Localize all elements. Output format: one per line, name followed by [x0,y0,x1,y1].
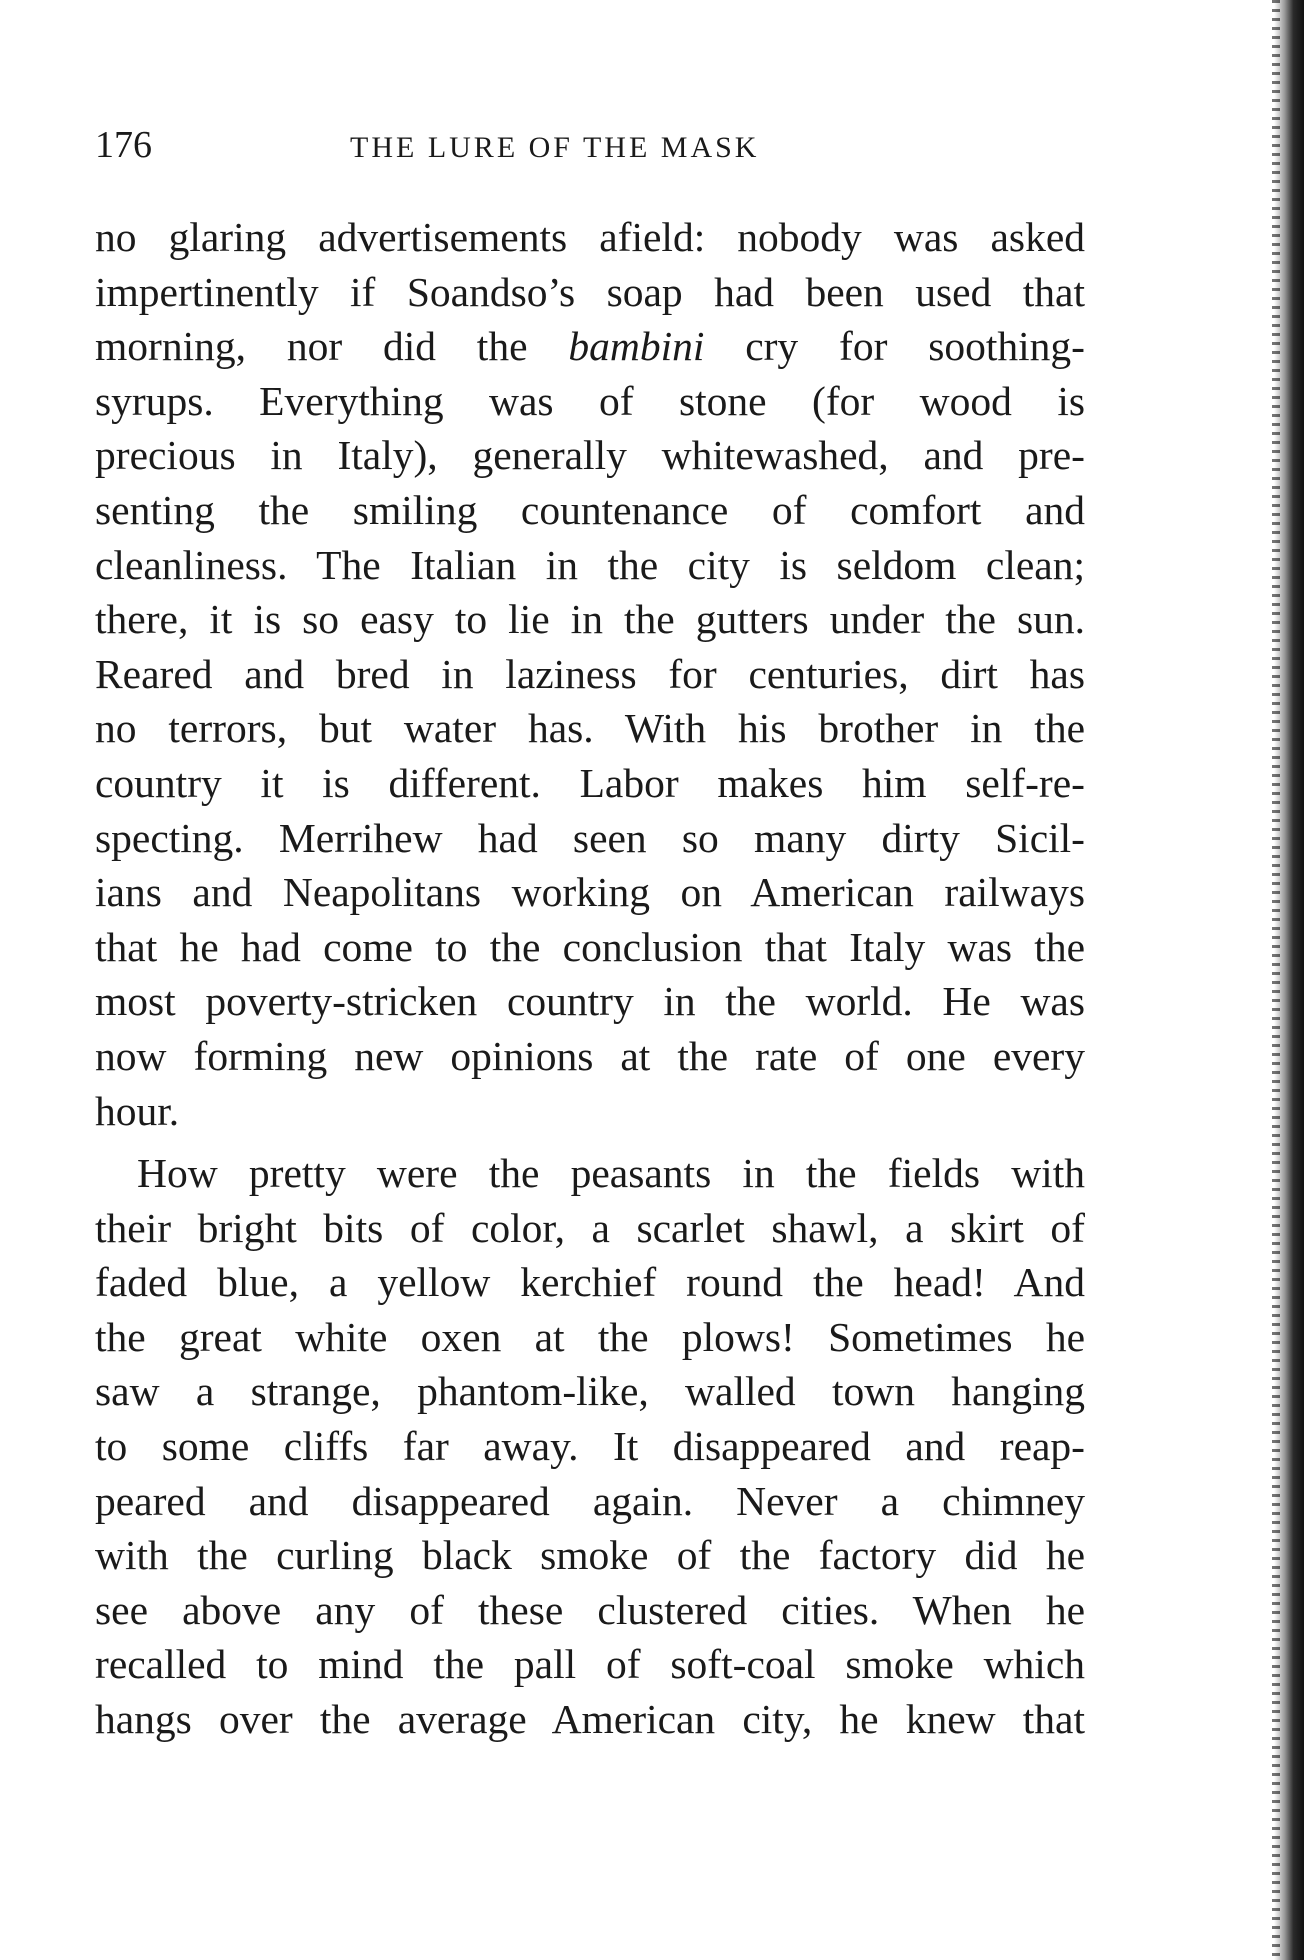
paragraph-2 [95,1146,1085,1747]
text-line: the great white oxen at the plows! Sometimes he [95,1313,1085,1360]
text-line: Reared and bred in laziness for centuries, dirt has [95,650,1085,697]
text-line: see above any of these clustered cities. When he [95,1586,1085,1633]
running-title: THE LURE OF THE MASK [350,131,760,164]
text-line: faded blue, a yellow kerchief round the head! And [95,1259,1085,1306]
paragraph-gap [95,1138,1085,1146]
paragraph-1 [95,210,1085,1138]
text-line: senting the smiling countenance of comfort and [95,486,1085,533]
text-line: ians and Neapolitans working on American railways [95,869,1085,916]
text-line: recalled to mind the pall of soft-coal smoke which [95,1641,1085,1688]
text-line: hour. [95,1087,180,1134]
text-line: specting. Merrihew had seen so many dirty Sicil- [95,814,1085,861]
text-run: cry for soothing- [704,323,1085,370]
text-line: country it is different. Labor makes him self-re- [95,759,1085,806]
text-line: impertinently if Soandso’s soap had been used that [95,268,1085,315]
text-line: peared and disappeared again. Never a chimney [95,1477,1085,1524]
text-line: no terrors, but water has. With his brother in the [95,705,1085,752]
text-line: saw a strange, phantom-like, walled town hanging [95,1368,1085,1415]
text-line: hangs over the average American city, he knew that [95,1696,1085,1743]
text-line: to some cliffs far away. It disappeared and reap- [95,1423,1085,1470]
text-line: most poverty-stricken country in the world. He was [95,978,1085,1025]
page-number: 176 [95,124,152,166]
body-text [95,210,1085,1747]
binding-shadow-texture [1272,0,1280,1960]
text-line: with the curling black smoke of the factory did he [95,1532,1085,1579]
text-line [95,319,1085,374]
text-line: syrups. Everything was of stone (for wood is [95,377,1085,424]
text-line: no glaring advertisements afield: nobody was asked [95,214,1085,260]
text-line: that he had come to the conclusion that Italy was the [95,923,1085,970]
text-line: their bright bits of color, a scarlet shawl, a skirt of [95,1204,1085,1251]
text-run: morning, nor did the [95,323,569,370]
running-head [95,120,1085,170]
italic-word: bambini [568,323,705,370]
text-line: now forming new opinions at the rate of one every [95,1032,1085,1079]
text-line: there, it is so easy to lie in the gutters under the sun. [95,596,1085,643]
text-line: precious in Italy), generally whitewashed, and pre- [95,432,1085,479]
text-line: How pretty were the peasants in the fields with [137,1150,1085,1197]
text-line: cleanliness. The Italian in the city is seldom clean; [95,541,1085,588]
